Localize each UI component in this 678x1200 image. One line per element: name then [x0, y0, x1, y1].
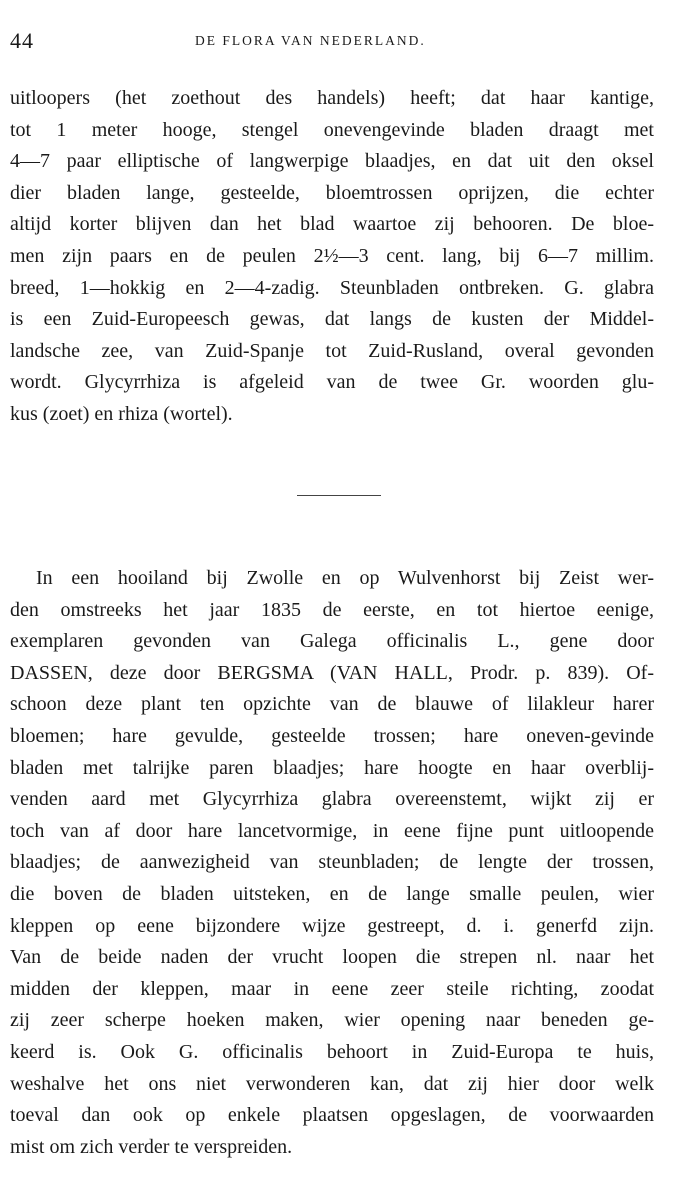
text-line: bladen met talrijke paren blaadjes; hare hoogte en haar overblij-	[10, 756, 654, 779]
text-line: toch van af door hare lancetvormige, in eene fijne punt uitloopende	[10, 819, 654, 842]
text-line: wordt. Glycyrrhiza is afgeleid van de twee Gr. woorden glu-	[10, 371, 654, 394]
text-line: breed, 1—hokkig en 2—4-zadig. Steunbladen ontbreken. G. glabra	[10, 276, 654, 299]
paragraph-galega	[10, 563, 654, 1163]
text-line: uitloopers (het zoethout des handels) heeft; dat haar kantige,	[10, 87, 654, 109]
text-line: landsche zee, van Zuid-Spanje tot Zuid-Rusland, overal gevonden	[10, 339, 654, 362]
text-line: men zijn paars en de peulen 2½—3 cent. lang, bij 6—7 millim.	[10, 244, 654, 267]
text-line: toeval dan ook op enkele plaatsen opgeslagen, de voorwaarden	[10, 1104, 654, 1127]
text-line: den omstreeks het jaar 1835 de eerste, en tot hiertoe eenige,	[10, 598, 654, 621]
text-line: mist om zich verder te verspreiden.	[10, 1135, 293, 1158]
page-number: 44	[10, 28, 34, 53]
text-line: 4—7 paar elliptische of langwerpige blaadjes, en dat uit den oksel	[10, 150, 654, 173]
text-line: keerd is. Ook G. officinalis behoort in Zuid-Europa te huis,	[10, 1040, 654, 1063]
text-line: schoon deze plant ten opzichte van de blauwe of lilakleur harer	[10, 693, 654, 716]
text-line: is een Zuid-Europeesch gewas, dat langs de kusten der Middel-	[10, 308, 654, 331]
text-line: Van de beide naden der vrucht loopen die strepen nl. naar het	[10, 946, 654, 969]
text-line: die boven de bladen uitsteken, en de lange smalle peulen, wier	[10, 882, 654, 905]
section-divider	[297, 495, 381, 496]
text-line: kleppen op eene bijzondere wijze gestreept, d. i. generfd zijn.	[10, 914, 654, 937]
running-title: DE FLORA VAN NEDERLAND.	[195, 33, 426, 48]
text-line: dier bladen lange, gesteelde, bloemtrossen oprijzen, die echter	[10, 181, 654, 204]
text-line: DASSEN, deze door BERGSMA (VAN HALL, Prodr. p. 839). Of-	[10, 661, 654, 684]
text-line: tot 1 meter hooge, stengel onevengevinde bladen draagt met	[10, 118, 654, 141]
text-line: midden der kleppen, maar in eene zeer steile richting, zoodat	[10, 977, 654, 1000]
text-line: bloemen; hare gevulde, gesteelde trossen; hare oneven-gevinde	[10, 724, 654, 747]
paragraph-glycyrrhiza	[10, 83, 654, 431]
text-line: venden aard met Glycyrrhiza glabra overeenstemt, wijkt zij er	[10, 788, 654, 811]
text-line: kus (zoet) en rhiza (wortel).	[10, 402, 233, 425]
text-line: altijd korter blijven dan het blad waartoe zij behooren. De bloe-	[10, 213, 654, 236]
text-line: In een hooiland bij Zwolle en op Wulvenhorst bij Zeist wer-	[36, 567, 654, 589]
text-line: zij zeer scherpe hoeken maken, wier opening naar beneden ge-	[10, 1009, 654, 1032]
text-line: weshalve het ons niet verwonderen kan, dat zij hier door welk	[10, 1072, 654, 1095]
text-line: exemplaren gevonden van Galega officinalis L., gene door	[10, 630, 654, 653]
text-line: blaadjes; de aanwezigheid van steunbladen; de lengte der trossen,	[10, 851, 654, 874]
